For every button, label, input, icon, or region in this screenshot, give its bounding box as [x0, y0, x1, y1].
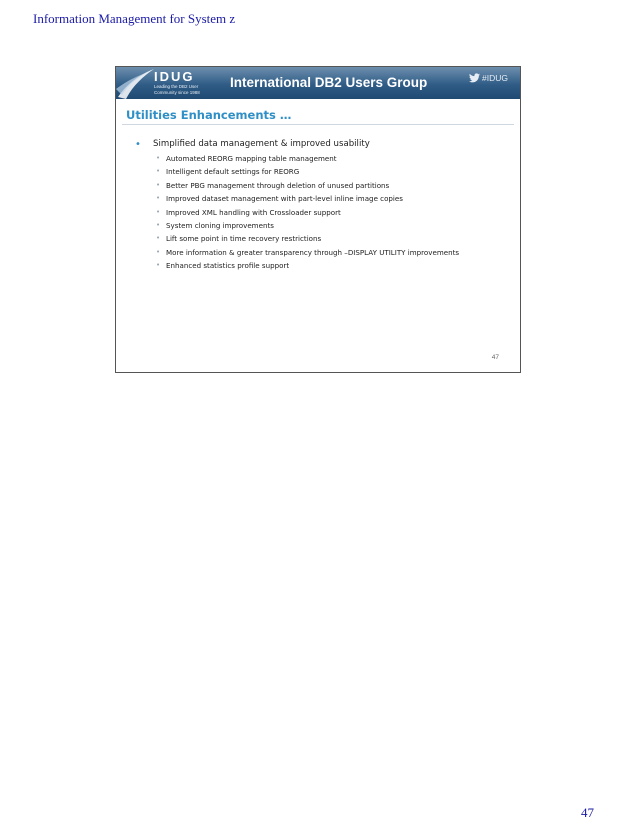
list-item — [124, 167, 466, 177]
main-bullet — [124, 138, 504, 151]
idug-tagline — [154, 84, 214, 95]
page-number: 47 — [581, 805, 594, 820]
slide-content — [124, 138, 504, 275]
twitter-hashtag — [469, 73, 508, 83]
list-item — [124, 194, 466, 204]
sub-bullet-icon: • — [156, 207, 161, 216]
sub-bullet-icon: • — [156, 180, 161, 189]
main-bullet-text: Simplified data management & improved usability — [153, 139, 370, 149]
list-item — [124, 221, 466, 231]
slide-title: Utilities Enhancements … — [126, 108, 292, 122]
sub-bullet-icon: • — [156, 247, 161, 256]
sub-bullet-icon: • — [156, 261, 161, 270]
twitter-bird-icon — [469, 73, 480, 83]
list-item-text: Improved XML handling with Crossloader support — [166, 207, 341, 217]
title-divider — [122, 124, 514, 125]
idug-logo: IDUG — [154, 69, 195, 84]
list-item-text: Lift some point in time recovery restrictions — [166, 234, 322, 244]
sub-bullet-icon: • — [156, 194, 161, 203]
slide-number: 47 — [491, 354, 499, 361]
sub-bullet-icon: • — [156, 234, 161, 243]
sub-bullet-icon: • — [156, 154, 161, 162]
list-item-text: More information & greater transparency through –DISPLAY UTILITY improvements — [166, 247, 460, 257]
list-item-text: Intelligent default settings for REORG — [166, 167, 300, 177]
list-item — [124, 248, 466, 258]
list-item-text: Improved dataset management with part-level inline image copies — [166, 194, 403, 204]
list-item — [124, 181, 466, 191]
list-item-text: Better PBG management through deletion of unused partitions — [166, 180, 390, 190]
banner-title: International DB2 Users Group — [230, 75, 428, 90]
idug-swoosh-icon — [116, 67, 156, 99]
sub-bullet-icon: • — [156, 167, 161, 176]
list-item — [124, 261, 466, 271]
list-item-text: System cloning improvements — [166, 220, 274, 230]
list-item-text: Enhanced statistics profile support — [166, 261, 290, 271]
idug-tagline-line-1: Leading the DB2 User — [154, 84, 199, 89]
page-header: Information Management for System z — [33, 11, 236, 26]
bullet-icon: • — [135, 139, 141, 150]
slide — [115, 66, 521, 373]
list-item — [124, 154, 466, 164]
sub-bullet-icon: • — [156, 220, 161, 229]
slide-banner — [116, 67, 520, 99]
sub-bullet-list — [124, 154, 504, 271]
list-item — [124, 234, 466, 244]
hashtag-text: #IDUG — [482, 73, 508, 83]
list-item-text: Automated REORG mapping table management — [166, 154, 337, 163]
idug-tagline-line-2: Community since 1988 — [154, 89, 200, 95]
list-item — [124, 208, 466, 218]
